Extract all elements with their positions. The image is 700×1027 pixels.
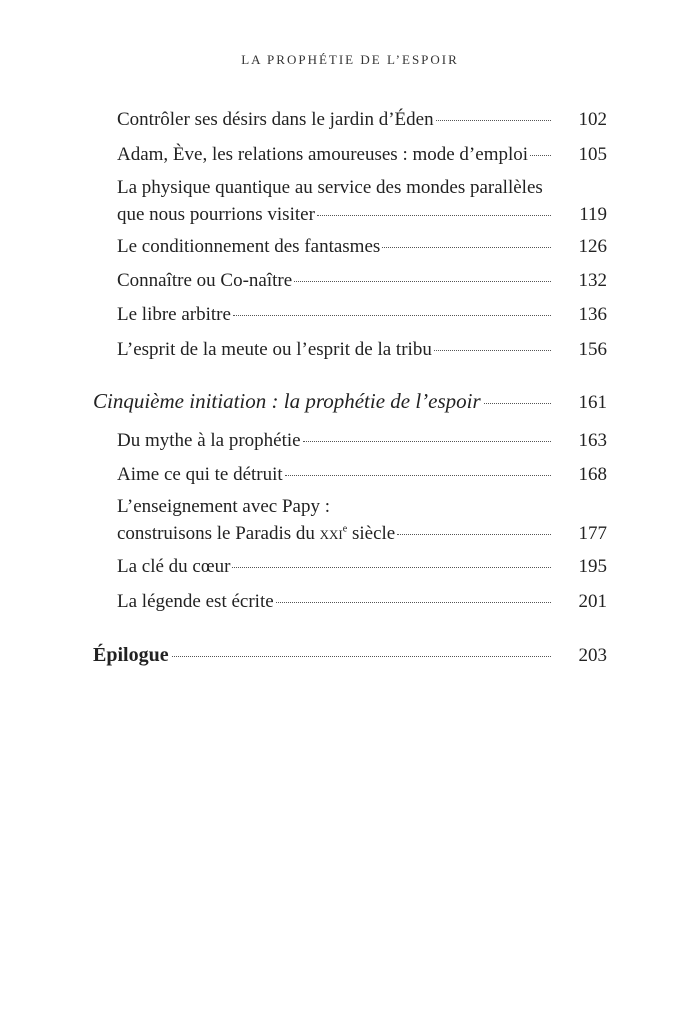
dot-leader (233, 315, 551, 316)
title-part-a: construisons le Paradis du (117, 523, 320, 544)
ordinal-superscript: e (342, 523, 348, 535)
dot-leader (303, 441, 551, 442)
toc-entry-page: 195 (578, 556, 607, 577)
toc-entry-title: Aime ce qui te détruit (117, 464, 283, 485)
dot-leader (317, 215, 551, 216)
toc-entry[interactable] (117, 338, 607, 362)
dot-leader (285, 475, 551, 476)
dot-leader (436, 120, 551, 121)
toc-entry[interactable] (117, 303, 607, 327)
toc-entry[interactable] (117, 463, 607, 487)
toc-entry-title: que nous pourrions visiter (117, 204, 315, 225)
toc-entry-title: L’esprit de la meute ou l’esprit de la tribu (117, 339, 432, 360)
toc-entry-page: 105 (578, 144, 607, 165)
toc-entry[interactable] (117, 590, 607, 614)
toc-entry-title: Du mythe à la prophétie (117, 430, 301, 451)
toc-entry-page: 168 (578, 464, 607, 485)
toc-entry[interactable] (117, 176, 607, 227)
toc-entry-title-line1: La physique quantique au service des mondes parallèles (117, 177, 543, 198)
dot-leader (232, 567, 551, 568)
toc-entry[interactable] (117, 269, 607, 293)
toc-part-title: Épilogue (93, 644, 169, 666)
toc-entry-page: 119 (579, 204, 607, 225)
toc-entry[interactable] (117, 108, 607, 132)
toc-entry-page: 132 (578, 270, 607, 291)
dot-leader (434, 350, 551, 351)
toc-part-entry[interactable] (93, 389, 607, 415)
dot-leader (382, 247, 551, 248)
toc-entry[interactable] (117, 235, 607, 259)
toc-part-title: Cinquième initiation : la prophétie de l’espoir (93, 389, 481, 413)
toc-entry-page: 156 (578, 339, 607, 360)
toc-entry-page: 102 (578, 109, 607, 130)
title-part-b: siècle (347, 523, 396, 544)
toc-entry-title (117, 522, 395, 546)
toc-entry-title: Le conditionnement des fantasmes (117, 236, 381, 257)
toc-entry[interactable] (117, 495, 607, 546)
toc-entry-title: La clé du cœur (117, 556, 231, 577)
toc-entry-page: 203 (578, 645, 607, 666)
toc-part-entry[interactable] (93, 643, 607, 668)
dot-leader (530, 155, 551, 156)
toc-entry-page: 163 (578, 430, 607, 451)
toc-entry-title: Le libre arbitre (117, 304, 231, 325)
toc-entry-title-line1: L’enseignement avec Papy : (117, 496, 330, 517)
dot-leader (484, 403, 551, 404)
toc-entry-page: 126 (578, 236, 607, 257)
toc-entry-title: La légende est écrite (117, 591, 274, 612)
toc-entry[interactable] (117, 143, 607, 167)
dot-leader (397, 534, 551, 535)
toc-entry-page: 161 (578, 392, 607, 413)
toc-entry-title: Contrôler ses désirs dans le jardin d’Éden (117, 109, 434, 130)
toc-entry-page: 136 (578, 304, 607, 325)
toc-entry-page: 201 (578, 591, 607, 612)
toc-entry-page: 177 (578, 523, 607, 544)
dot-leader (294, 281, 551, 282)
dot-leader (172, 656, 551, 657)
century-numeral: xxi (319, 523, 343, 544)
toc-entry-title: Connaître ou Co-naître (117, 270, 293, 291)
toc-entry[interactable] (117, 555, 607, 579)
toc-entry-title: Adam, Ève, les relations amoureuses : mode d’emploi (117, 144, 529, 165)
running-header: LA PROPHÉTIE DE L’ESPOIR (241, 52, 459, 67)
toc-entry[interactable] (117, 429, 607, 453)
dot-leader (276, 602, 551, 603)
